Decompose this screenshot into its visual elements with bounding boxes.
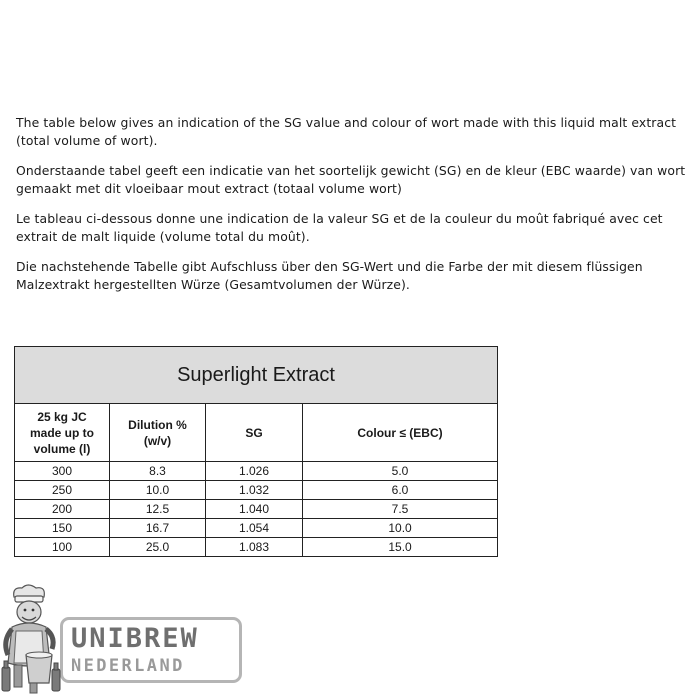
cell-colour: 7.5 (303, 500, 498, 519)
cell-colour: 15.0 (303, 538, 498, 557)
cell-colour: 10.0 (303, 519, 498, 538)
table-row (15, 519, 498, 538)
cell-sg: 1.040 (206, 500, 303, 519)
cell-volume: 300 (15, 462, 110, 481)
cell-volume: 150 (15, 519, 110, 538)
intro-dutch: Onderstaande tabel geeft een indicatie van het soortelijk gewicht (SG) en de kleur (EBC waarde) van wort gemaakt met dit vloeibaar mout extract (totaal volume wort) (16, 163, 686, 196)
header-dilution: Dilution % (w/v) (110, 404, 206, 462)
intro-text (16, 114, 692, 306)
cell-colour: 5.0 (303, 462, 498, 481)
table-header-row (15, 404, 498, 462)
header-volume: 25 kg JC made up to volume (l) (15, 404, 110, 462)
cell-dilution: 16.7 (110, 519, 206, 538)
cell-sg: 1.032 (206, 481, 303, 500)
logo-line-unibrew: UNIBREW (71, 623, 199, 654)
table-row (15, 538, 498, 557)
cell-sg: 1.054 (206, 519, 303, 538)
cell-dilution: 10.0 (110, 481, 206, 500)
cell-volume: 200 (15, 500, 110, 519)
cell-sg: 1.026 (206, 462, 303, 481)
table-title: Superlight Extract (15, 347, 498, 404)
table-row (15, 500, 498, 519)
intro-french: Le tableau ci-dessous donne une indication de la valeur SG et de la couleur du moût fabriqué avec cet extrait de malt liquide (volume total du moût). (16, 211, 663, 244)
header-sg: SG (206, 404, 303, 462)
logo-badge (60, 617, 242, 683)
logo-line-nederland: NEDERLAND (71, 656, 185, 676)
extract-table-container (14, 346, 497, 557)
cell-volume: 100 (15, 538, 110, 557)
intro-english: The table below gives an indication of the SG value and colour of wort made with this liquid malt extract (total volume of wort). (16, 115, 677, 148)
table-title-row (15, 347, 498, 404)
header-colour: Colour ≤ (EBC) (303, 404, 498, 462)
cell-colour: 6.0 (303, 481, 498, 500)
brewer-mascot-icon (0, 583, 70, 698)
cell-dilution: 8.3 (110, 462, 206, 481)
cell-sg: 1.083 (206, 538, 303, 557)
cell-volume: 250 (15, 481, 110, 500)
extract-table (14, 346, 498, 557)
table-row (15, 481, 498, 500)
table-row (15, 462, 498, 481)
cell-dilution: 12.5 (110, 500, 206, 519)
intro-german: Die nachstehende Tabelle gibt Aufschluss über den SG-Wert und die Farbe der mit diesem flüssigen Malzextrakt hergestellten Würze (Gesamtvolumen der Würze). (16, 259, 643, 292)
cell-dilution: 25.0 (110, 538, 206, 557)
